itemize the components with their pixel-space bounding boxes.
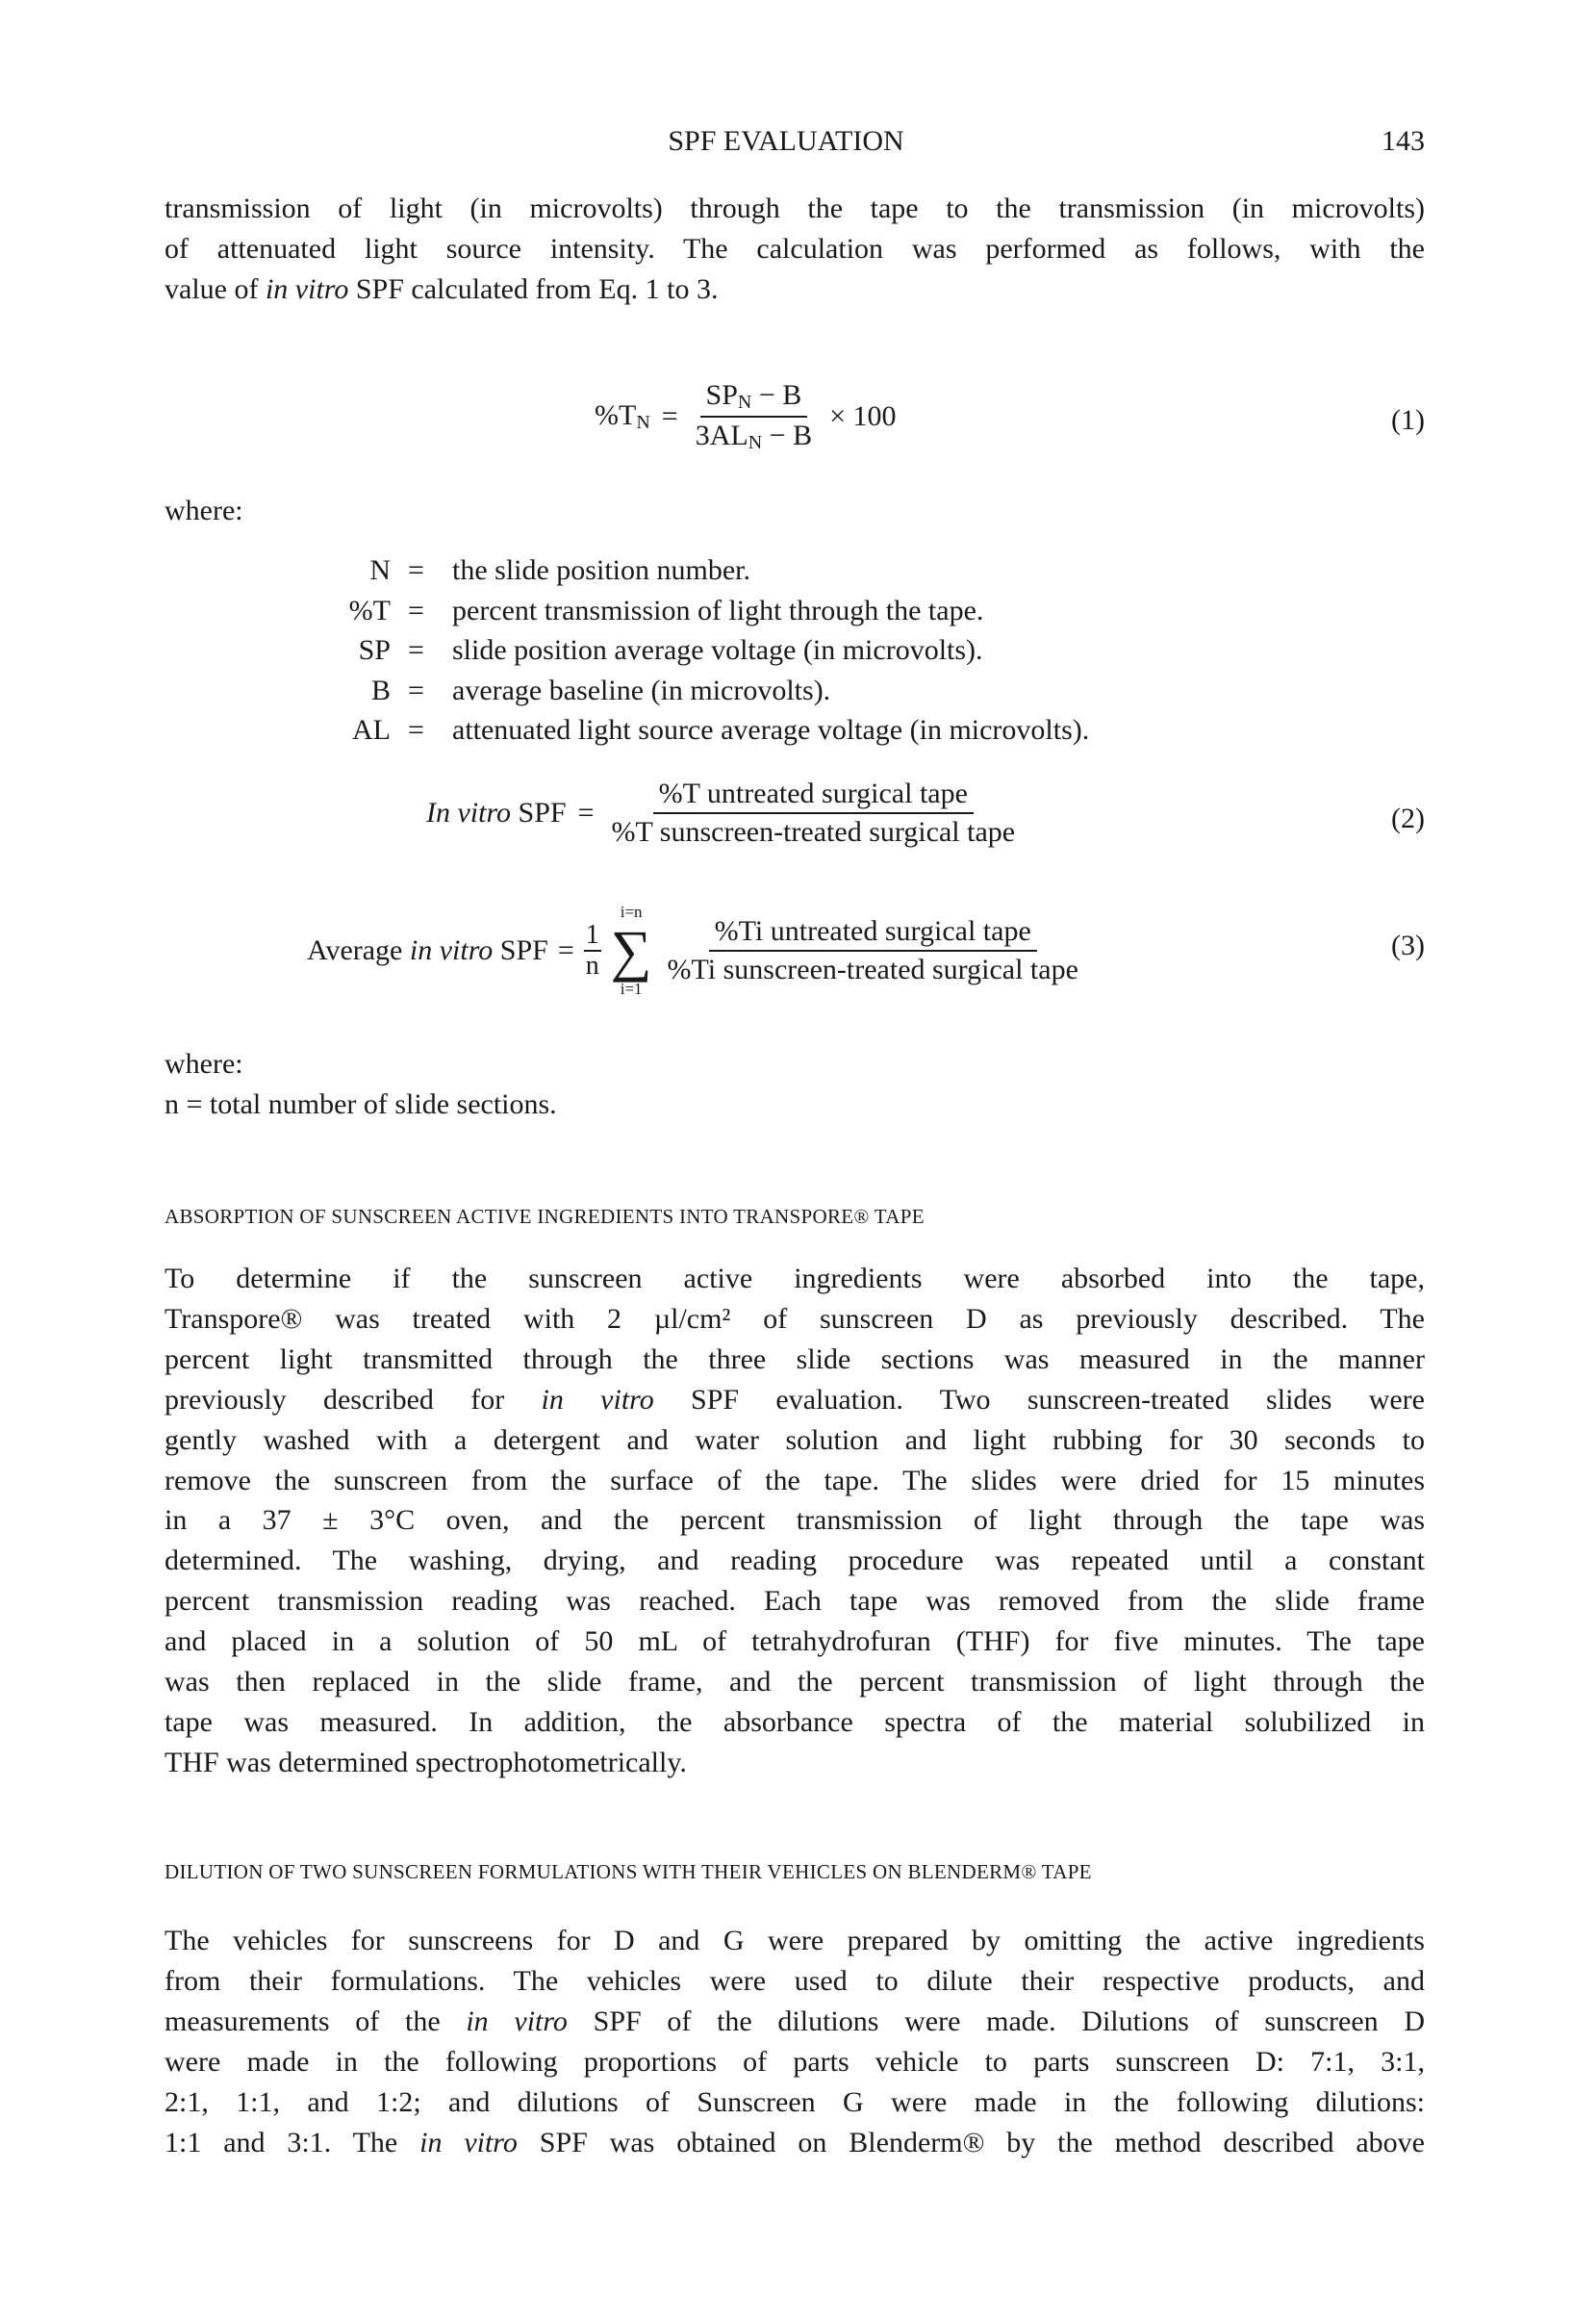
text-line bbox=[165, 1666, 1425, 1698]
eq3-denominator: %Ti sunscreen-treated surgical tape bbox=[667, 954, 1078, 985]
italic-term: in vitro bbox=[265, 272, 349, 305]
text-segment: To determine if the sunscreen active ingredients were absorbed into the tape, bbox=[165, 1263, 1425, 1294]
eq3-equals: = bbox=[557, 934, 574, 966]
text-line bbox=[165, 1343, 1425, 1376]
definition-symbol: %T bbox=[348, 594, 391, 626]
text-line bbox=[165, 1384, 1425, 1417]
text-segment: gently washed with a detergent and water solution and light rubbing for 30 seconds to bbox=[165, 1423, 1425, 1456]
eq2-numerator: %T untreated surgical tape bbox=[653, 778, 974, 814]
definition-equals: = bbox=[408, 634, 424, 667]
text-line bbox=[165, 192, 1425, 225]
text-segment: transmission of light (in microvolts) through the tape to the transmission (in microvolts) bbox=[165, 192, 1425, 224]
text-segment: and placed in a solution of 50 mL of tetrahydrofuran (THF) for five minutes. The tape bbox=[165, 1625, 1425, 1658]
text-segment: in a 37 ± 3°C oven, and the percent transmission of light through the tape was bbox=[165, 1504, 1425, 1537]
text-line bbox=[165, 1263, 1425, 1295]
section-heading-absorption: ABSORPTION OF SUNSCREEN ACTIVE INGREDIENTS INTO TRANSPORE® TAPE bbox=[165, 1205, 925, 1228]
text-line bbox=[165, 1424, 1425, 1457]
text-segment: 2:1, 1:1, and 1:2; and dilutions of Sunscreen G were made in the following dilutions: bbox=[165, 2085, 1425, 2118]
definition-symbol: SP bbox=[358, 634, 391, 667]
text-line bbox=[165, 1545, 1425, 1577]
text-segment: remove the sunscreen from the surface of the tape. The slides were dried for 15 minutes bbox=[165, 1464, 1425, 1496]
eq1-equals: = bbox=[661, 400, 678, 432]
definition-symbol: N bbox=[369, 554, 391, 586]
definition-equals: = bbox=[408, 714, 424, 747]
text-line bbox=[165, 2127, 1425, 2159]
eq2-denominator: %T sunscreen-treated surgical tape bbox=[611, 816, 1016, 848]
text-segment: tape was measured. In addition, the absorbance spectra of the material solubilized in bbox=[165, 1705, 1425, 1738]
eq3-number: (3) bbox=[1391, 930, 1425, 961]
eq3-numerator: %Ti untreated surgical tape bbox=[709, 915, 1037, 952]
eq1-multiplier: × 100 bbox=[829, 400, 897, 432]
text-line bbox=[165, 1504, 1425, 1537]
eq2-lhs: In vitro SPF bbox=[426, 797, 567, 829]
text-segment: were made in the following proportions of parts vehicle to parts sunscreen D: 7:1, 3:1, bbox=[165, 2045, 1425, 2078]
equation-3 bbox=[307, 887, 1084, 1014]
text-line bbox=[165, 273, 1425, 306]
text-line bbox=[165, 2005, 1425, 2038]
definition-equals: = bbox=[408, 674, 424, 706]
text-segment: percent light transmitted through the three slide sections was measured in the manner bbox=[165, 1342, 1425, 1375]
text-line bbox=[165, 1706, 1425, 1739]
text-segment: determined. The washing, drying, and reading procedure was repeated until a constant bbox=[165, 1545, 1425, 1577]
text-segment: SPF of the dilutions were made. Dilutions of sunscreen D bbox=[567, 2005, 1425, 2037]
eq3-summation: i=n ∑ i=1 bbox=[610, 903, 652, 998]
where-label: where: bbox=[165, 495, 243, 526]
definition-text: slide position average voltage (in microvolts). bbox=[452, 634, 983, 667]
text-segment: previously described for bbox=[165, 1383, 542, 1416]
eq1-numerator: $SP_N - B$ bbox=[700, 379, 808, 418]
definition-text: percent transmission of light through the tape. bbox=[452, 594, 984, 626]
text-line bbox=[165, 2086, 1425, 2119]
page-number: 143 bbox=[1382, 125, 1425, 157]
text-segment: 1:1 and 3:1. The bbox=[165, 2126, 420, 2158]
eq3-lhs: Average in vitro SPF bbox=[307, 934, 548, 966]
text-segment: SPF calculated from Eq. 1 to 3. bbox=[348, 272, 719, 305]
text-segment: SPF evaluation. Two sunscreen-treated slides were bbox=[653, 1383, 1425, 1416]
eq2-number: (2) bbox=[1391, 803, 1425, 834]
text-line bbox=[165, 1585, 1425, 1618]
eq3-one-over-n: $\frac{1}{n}$ bbox=[585, 920, 599, 981]
eq1-fraction bbox=[690, 379, 818, 454]
text-segment: from their formulations. The vehicles were used to dilute their respective products, and bbox=[165, 1964, 1425, 1997]
sigma-icon: ∑ bbox=[610, 919, 652, 983]
definition-equals: = bbox=[408, 554, 424, 586]
eq2-fraction bbox=[606, 778, 1022, 849]
text-segment: was then replaced in the slide frame, and the percent transmission of light through the bbox=[165, 1666, 1425, 1698]
running-header-title: SPF EVALUATION bbox=[668, 125, 904, 157]
italic-term: in vitro bbox=[466, 2005, 568, 2037]
eq3-fraction bbox=[662, 915, 1084, 986]
definition-symbol: AL bbox=[352, 714, 391, 747]
definition-equals: = bbox=[408, 594, 424, 626]
text-line bbox=[165, 1303, 1425, 1336]
where-label-2: where: bbox=[165, 1048, 243, 1080]
definition-text: average baseline (in microvolts). bbox=[452, 674, 831, 706]
text-segment: of attenuated light source intensity. The calculation was performed as follows, with the bbox=[165, 232, 1425, 265]
eq1-number: (1) bbox=[1391, 404, 1425, 436]
n-definition: n = total number of slide sections. bbox=[165, 1088, 557, 1120]
text-segment: value of bbox=[165, 272, 266, 305]
eq2-equals: = bbox=[577, 797, 595, 829]
text-segment: measurements of the bbox=[165, 2005, 467, 2037]
text-segment: THF was determined spectrophotometrically. bbox=[165, 1746, 687, 1778]
definition-text: attenuated light source average voltage (in microvolts). bbox=[452, 714, 1090, 747]
text-line bbox=[165, 1925, 1425, 1957]
text-line bbox=[165, 233, 1425, 266]
eq1-lhs: $\%T_N$ bbox=[595, 399, 650, 433]
text-line bbox=[165, 1465, 1425, 1497]
text-segment: percent transmission reading was reached. Each tape was removed from the slide frame bbox=[165, 1585, 1425, 1618]
definition-symbol: B bbox=[370, 674, 391, 706]
italic-term: in vitro bbox=[419, 2126, 518, 2158]
text-line bbox=[165, 1965, 1425, 1998]
text-line bbox=[165, 2046, 1425, 2079]
text-segment: SPF was obtained on Blenderm® by the method described above bbox=[517, 2126, 1425, 2158]
italic-term: in vitro bbox=[541, 1383, 654, 1416]
eq1-denominator: $3AL_N - B$ bbox=[695, 420, 813, 453]
text-segment: The vehicles for sunscreens for D and G were prepared by omitting the active ingredients bbox=[165, 1925, 1425, 1956]
section-heading-dilution: DILUTION OF TWO SUNSCREEN FORMULATIONS WITH THEIR VEHICLES ON BLENDERM® TAPE bbox=[165, 1860, 1092, 1883]
text-line bbox=[165, 1625, 1425, 1658]
text-line bbox=[165, 1747, 1425, 1779]
equation-1 bbox=[595, 379, 897, 454]
equation-2 bbox=[426, 778, 1021, 849]
definition-text: the slide position number. bbox=[452, 554, 750, 586]
text-segment: Transpore® was treated with 2 µl/cm² of sunscreen D as previously described. The bbox=[165, 1302, 1425, 1335]
